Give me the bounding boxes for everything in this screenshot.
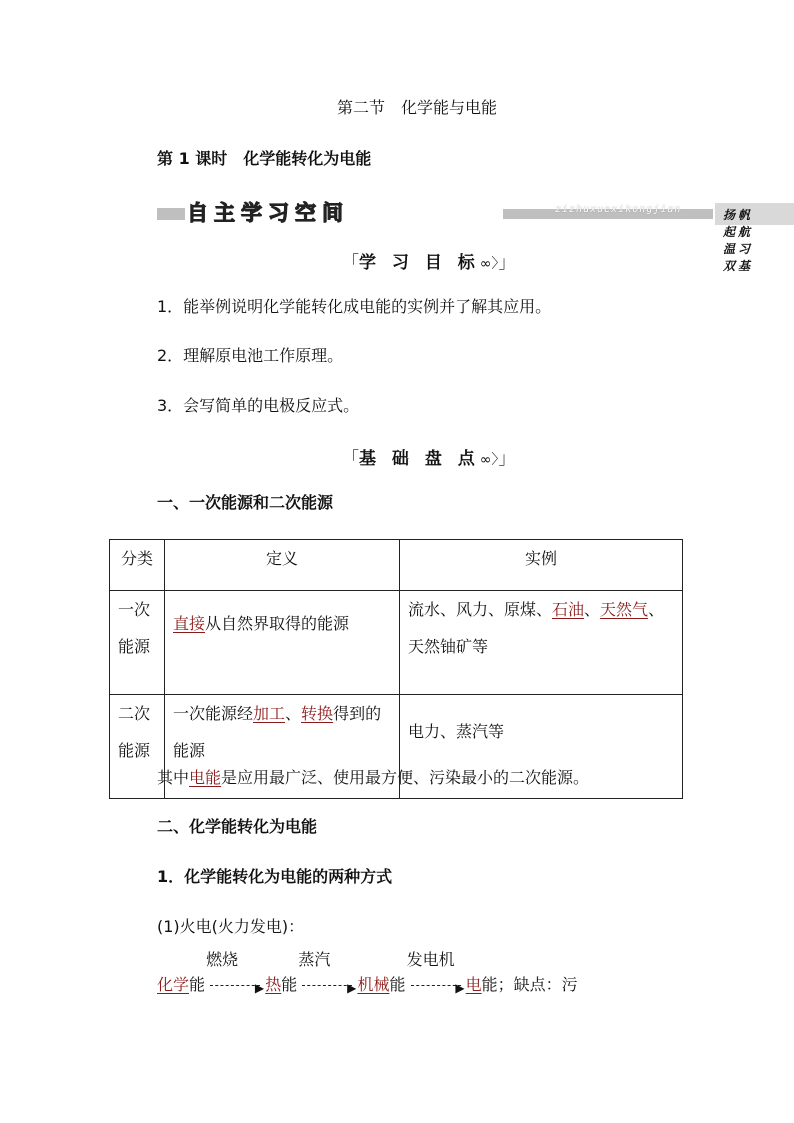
separator: 、 (285, 704, 302, 723)
example-text: 流水、风力、原煤、 (408, 600, 553, 619)
cell-definition (165, 591, 400, 695)
lesson-title: 第 1 课时 化学能转化为电能 (157, 149, 372, 168)
header-example: 实例 (400, 540, 683, 591)
infinity-icon: ∞〉 (479, 452, 499, 468)
answer-blank: 化学 (157, 975, 190, 994)
part2-heading: 二、化学能转化为电能 (157, 817, 318, 836)
sub1-heading: 1．化学能转化为电能的两种方式 (157, 867, 393, 886)
note-text: 是应用最广泛、使用最方便、污染最小的二次能源。 (221, 768, 590, 787)
cell-category: 二次能源 (110, 695, 165, 799)
header-definition: 定义 (165, 540, 400, 591)
cell-category: 一次能源 (110, 591, 165, 695)
table-header-row (110, 540, 683, 591)
objectives-heading: 「学 习 目 标∞〉」 (342, 253, 516, 273)
answer-blank: 电能 (189, 768, 222, 787)
definition-text: 一次能源经 (173, 704, 254, 723)
answer-blank: 直接 (173, 614, 206, 633)
energy-chain (157, 949, 578, 996)
answer-blank: 转换 (301, 704, 334, 723)
header-category: 分类 (110, 540, 165, 591)
answer-blank: 热 (265, 975, 282, 994)
chain-text: 能 (189, 975, 206, 994)
arrow-label: 蒸汽 (298, 949, 331, 969)
objective-item: 2．理解原电池工作原理。 (157, 346, 344, 365)
arrow-label: 燃烧 (206, 949, 239, 969)
example-text: 、天然铀矿等 (408, 600, 665, 656)
banner-slogan: 扬帆起航 温习双基 (723, 208, 769, 273)
cell-example (400, 591, 683, 695)
answer-blank: 加工 (253, 704, 286, 723)
arrow-icon: 发电机 ▶ (406, 949, 465, 995)
energy-table (109, 539, 683, 799)
objective-item: 3．会写简单的电极反应式。 (157, 396, 360, 415)
section-title: 第二节 化学能与电能 (336, 98, 497, 117)
part1-heading: 一、一次能源和二次能源 (157, 493, 334, 512)
objective-item: 1．能举例说明化学能转化成电能的实例并了解其应用。 (157, 297, 552, 316)
answer-blank: 电 (465, 975, 482, 994)
arrow-icon: 燃烧 ▶ (206, 949, 265, 995)
chain-text: 能 (281, 975, 298, 994)
banner-pinyin: zizhuxuexikongjian (555, 204, 682, 215)
cell-example: 电力、蒸汽等 (400, 695, 683, 799)
separator: 、 (584, 600, 601, 619)
banner-decor-left (157, 208, 185, 220)
infinity-icon: ∞〉 (479, 256, 499, 272)
table-row (110, 591, 683, 695)
definition-text: 从自然界取得的能源 (205, 614, 350, 633)
basics-heading: 「基 础 盘 点∞〉」 (342, 449, 516, 469)
answer-blank: 机械 (357, 975, 390, 994)
chain-text: 能 (389, 975, 406, 994)
answer-blank: 天然气 (600, 600, 649, 619)
note-line (157, 768, 589, 788)
chain-text: 能；缺点：污 (481, 975, 578, 994)
banner-title: 自主学习空间 (187, 201, 349, 225)
definition-text: 得到的能源 (173, 704, 382, 760)
note-text: 其中 (157, 768, 190, 787)
arrow-icon: 蒸汽 ▶ (298, 949, 357, 995)
arrow-label: 发电机 (406, 949, 455, 969)
fire-power-label: (1)火电(火力发电)： (157, 917, 305, 936)
answer-blank: 石油 (552, 600, 585, 619)
